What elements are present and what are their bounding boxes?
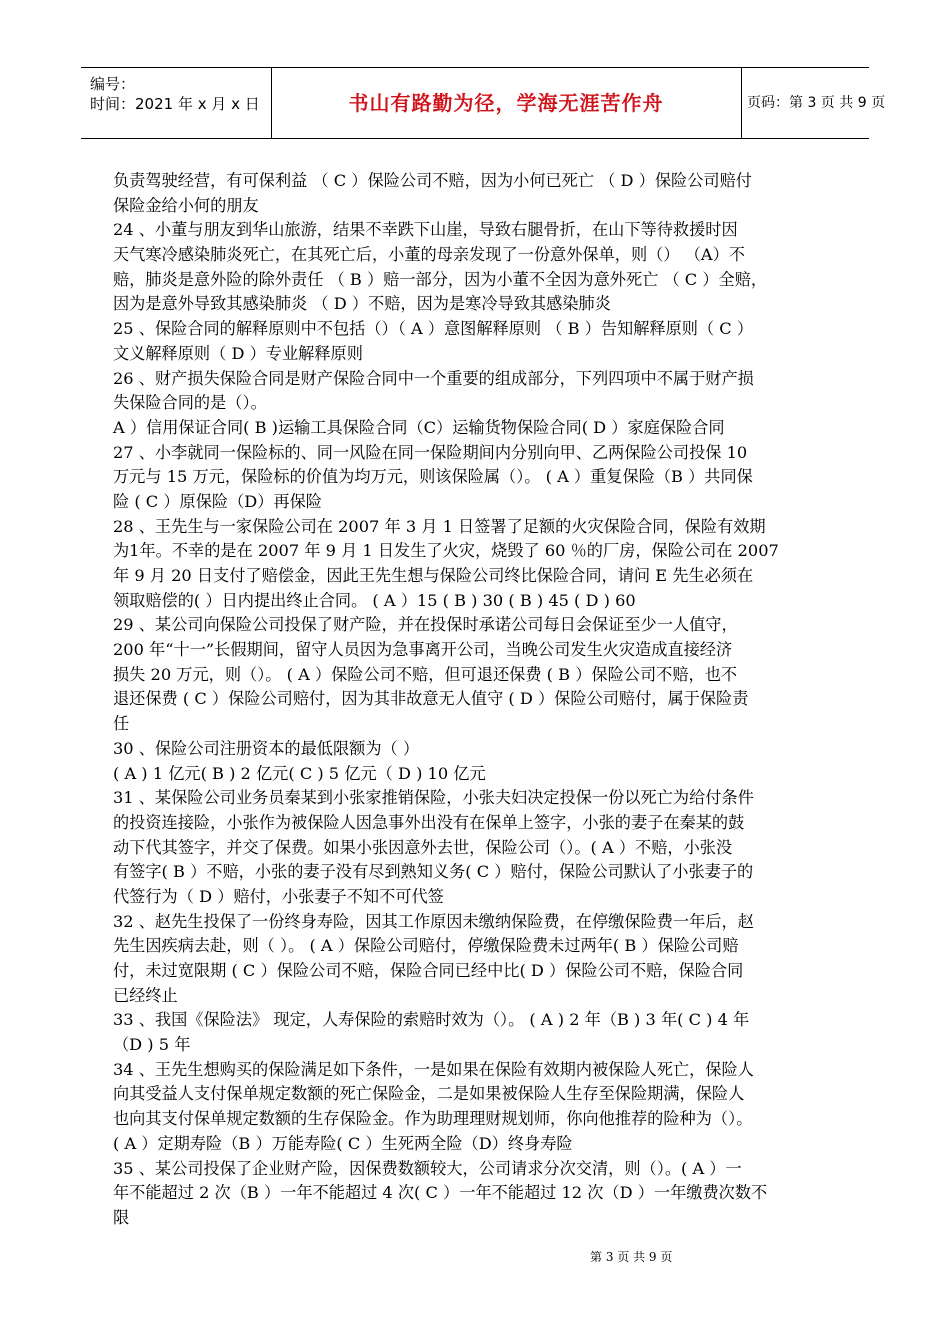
- document-number-label: 编号：: [90, 75, 136, 93]
- header-meta-cell: [81, 68, 272, 138]
- text-line: 付，未过宽限期 ( C ）保险公司不赔，保险合同已经中比( D ）保险公司不赔，保险合同: [113, 961, 744, 980]
- text-line: 的投资连接险，小张作为被保险人因急事外出没有在保单上签字，小张的妻子在秦某的鼓: [113, 812, 745, 832]
- text-line: 26 、财产损失保险合同是财产保险合同中一个重要的组成部分，下列四项中不属于财产损: [113, 368, 754, 388]
- text-line: （D ) 5 年: [113, 1035, 191, 1055]
- text-line: 有签字( B ）不赔，小张的妻子没有尽到熟知义务( C ）赔付，保险公司默认了小张妻子的: [113, 862, 754, 882]
- text-line: 33 、我国《保险法》 现定，人寿保险的索赔时效为（）。 ( A ) 2 年（B ) 3 年( C ) 4 年: [113, 1010, 750, 1030]
- text-line: 负责驾驶经营，有可保利益 （ C ）保险公司不赔，因为小何已死亡 （ D ）保险公司赔付: [113, 171, 752, 190]
- text-line: 向其受益人支付保单规定数额的死亡保险金，二是如果被保险人生存至保险期满，保险人: [113, 1084, 745, 1104]
- text-line: 文义解释原则（ D ）专业解释原则: [113, 343, 363, 363]
- text-line: 失保险合同的是（）。: [113, 393, 267, 413]
- text-line: 35 、某公司投保了企业财产险，因保费数额较大，公司请求分次交清，则（）。( A ）一: [113, 1158, 742, 1178]
- text-line: 200 年“十一”长假期间，留守人员因为急事离开公司，当晚公司发生火灾造成直接经济: [113, 640, 733, 660]
- text-line: 先生因疾病去赴，则（ ）。 ( A ）保险公司赔付，停缴保险费未过两年( B ）保险公司赔: [113, 936, 739, 956]
- text-line: 也向其支付保单规定数额的生存保险金。作为助理理财规划师，你向他推荐的险种为（）。: [113, 1109, 753, 1129]
- text-line: ( A ) 1 亿元( B ) 2 亿元( C ) 5 亿元（ D ) 10 亿元: [113, 763, 486, 783]
- text-line: ( A ）定期寿险（B ）万能寿险( C ）生死两全险（D）终身寿险: [113, 1133, 573, 1153]
- document-time-label: 时间：2021 年 x 月 x 日: [90, 95, 260, 113]
- text-line: 天气寒冷感染肺炎死亡，在其死亡后，小董的母亲发现了一份意外保单，则（） （A）不: [113, 245, 745, 265]
- text-line: 险 ( C ）原保险（D）再保险: [113, 491, 322, 511]
- text-line: 已经终止: [113, 985, 178, 1005]
- text-line: 为1年。不幸的是在 2007 年 9 月 1 日发生了火灾，烧毁了 60 ％的厂房，保险公司在 2007: [113, 541, 779, 561]
- header-slogan: 书山有路勤为径，学海无涯苦作舟: [348, 91, 664, 115]
- text-line: 赔，肺炎是意外险的除外责任 （ B ）赔一部分，因为小董不全因为意外死亡 （ C ）全赔，: [113, 269, 768, 289]
- text-line: 因为是意外导致其感染肺炎 （ D ）不赔，因为是寒冷导致其感染肺炎: [113, 294, 611, 314]
- text-line: 领取赔偿的( ）日内提出终止合同。 ( A ）15 ( B ) 30 ( B ) 45 ( D ) 60: [113, 590, 636, 610]
- page-footer: 第 3 页 共 9 页: [590, 1250, 673, 1264]
- text-line: A ）信用保证合同( B )运输工具保险合同（C）运输货物保险合同( D ）家庭保险合同: [113, 417, 725, 437]
- header-slogan-cell: [271, 68, 742, 138]
- text-line: 任: [113, 714, 130, 734]
- document-body: [113, 169, 843, 1231]
- text-line: 24 、小董与朋友到华山旅游，结果不幸跌下山崖，导致右腿骨折，在山下等待救援时因: [113, 220, 738, 240]
- text-line: 限: [113, 1207, 130, 1227]
- text-line: 32 、赵先生投保了一份终身寿险，因其工作原因未缴纳保险费，在停缴保险费一年后，赵: [113, 911, 754, 931]
- text-line: 30 、保险公司注册资本的最低限额为（ ）: [113, 738, 420, 758]
- page-header: [81, 67, 886, 139]
- text-line: 保险金给小何的朋友: [113, 195, 259, 215]
- text-line: 损失 20 万元，则（）。 ( A ）保险公司不赔，但可退还保费 ( B ）保险公司不赔，也不: [113, 664, 738, 684]
- text-line: 28 、王先生与一家保险公司在 2007 年 3 月 1 日签署了足额的火灾保险合同，保险有效期: [113, 516, 766, 536]
- text-line: 27 、小李就同一保险标的、同一风险在同一保险期间内分别向甲、乙两保险公司投保 10: [113, 442, 748, 462]
- text-line: 29 、某公司向保险公司投保了财产险，并在投保时承诺公司每日会保证至少一人值守，: [113, 615, 738, 635]
- header-page-cell: [741, 68, 886, 138]
- text-line: 退还保费 ( C ）保险公司赔付，因为其非故意无人值守 ( D ）保险公司赔付，属于保险责: [113, 689, 749, 709]
- text-line: 34 、王先生想购买的保险满足如下条件，一是如果在保险有效期内被保险人死亡，保险人: [113, 1059, 754, 1079]
- header-page-number: 页码：第 3 页 共 9 页: [747, 95, 886, 111]
- text-line: 年 9 月 20 日支付了赔偿金，因此王先生想与保险公司终比保险合同，请问 E 先生必须在: [113, 566, 754, 585]
- text-line: 动下代其签字，并交了保费。如果小张因意外去世，保险公司（）。( A ）不赔，小张没: [113, 837, 733, 857]
- text-line: 万元与 15 万元，保险标的价值为均万元，则该保险属（）。 ( A ）重复保险（B ）共同保: [113, 467, 753, 487]
- text-line: 代签行为（ D ）赔付，小张妻子不知不可代签: [113, 886, 444, 906]
- text-line: 25 、保险合同的解释原则中不包括（）（ A ）意图解释原则 （ B ）告知解释原则（ C ）: [113, 319, 754, 339]
- text-line: 年不能超过 2 次（B ）一年不能超过 4 次( C ）一年不能超过 12 次（D ）一年缴费次数不: [113, 1183, 768, 1203]
- text-line: 31 、某保险公司业务员秦某到小张家推销保险，小张夫妇决定投保一份以死亡为给付条件: [113, 788, 754, 808]
